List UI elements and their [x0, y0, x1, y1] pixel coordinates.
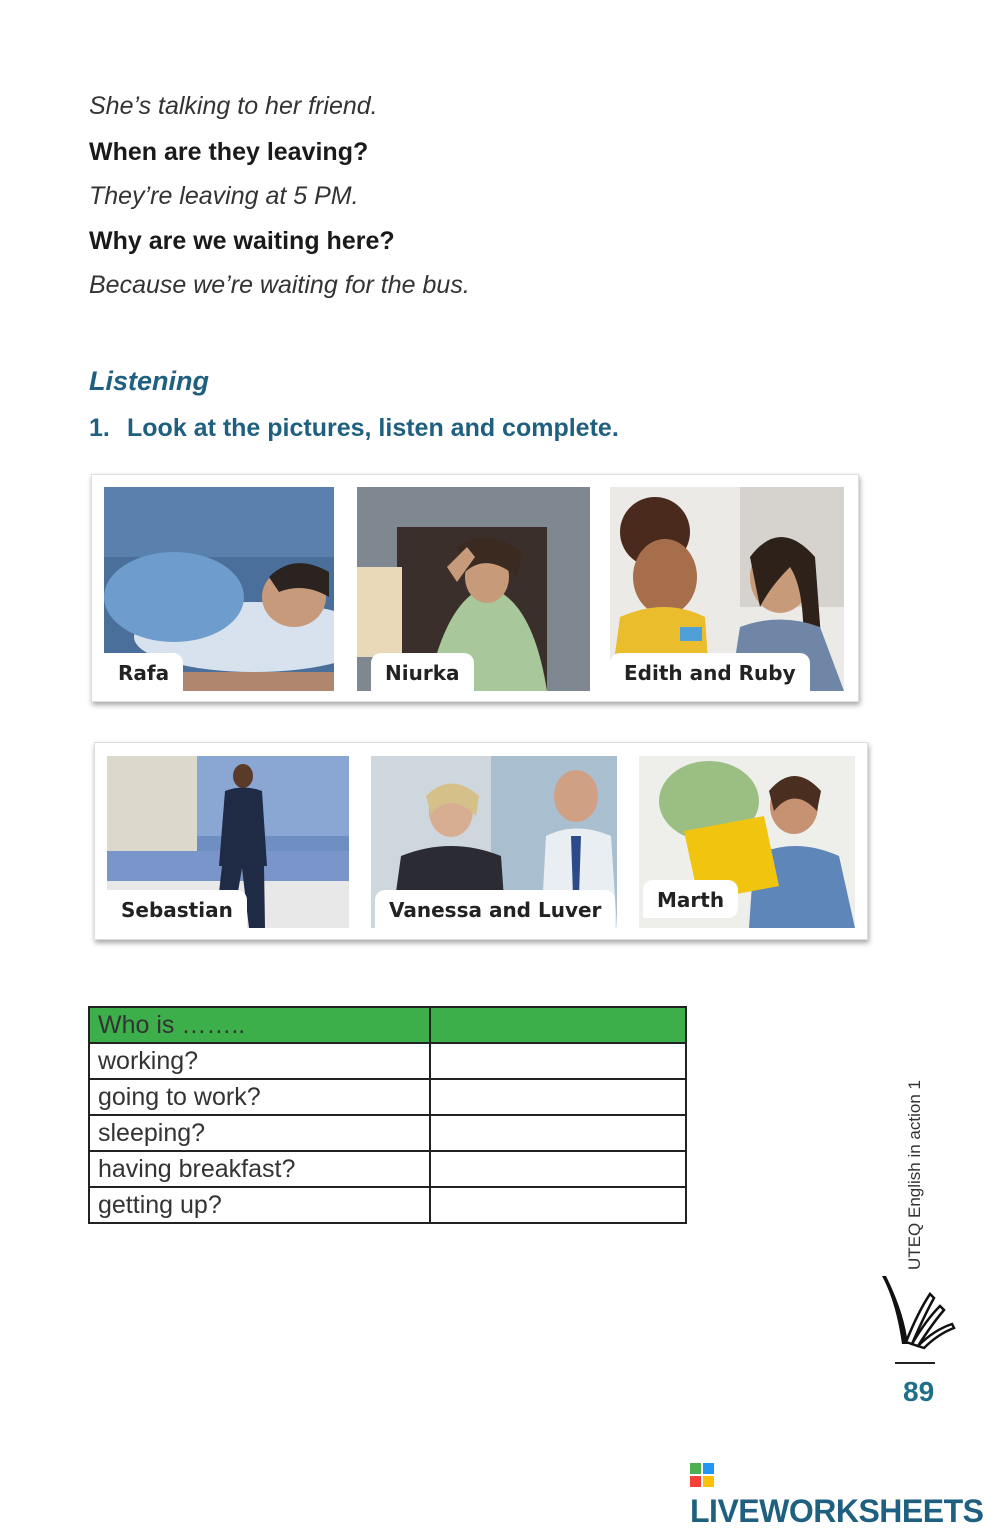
task-instruction [89, 414, 619, 443]
table-row [89, 1115, 686, 1151]
table-answer-cell[interactable] [430, 1079, 686, 1115]
liveworksheets-logo [690, 1456, 999, 1530]
table-question-cell: working? [89, 1043, 430, 1079]
who-is-table [88, 1006, 687, 1224]
photo-label-rafa: Rafa [104, 653, 183, 691]
answer-line-3: Because we’re waiting for the bus. [89, 271, 470, 299]
page-number-rule [895, 1362, 935, 1364]
table-question-cell: sleeping? [89, 1115, 430, 1151]
picture-strip-2 [94, 742, 868, 940]
photo-edith-ruby [610, 487, 844, 691]
task-number: 1. [89, 414, 110, 442]
table-row [89, 1043, 686, 1079]
table-row [89, 1187, 686, 1223]
table-answer-cell[interactable] [430, 1187, 686, 1223]
photo-label-marth: Marth [643, 880, 738, 918]
table-question-cell: getting up? [89, 1187, 430, 1223]
photo-label-edith-ruby: Edith and Ruby [610, 653, 810, 691]
task-text: Look at the pictures, listen and complete. [127, 414, 619, 442]
table-question-cell: having breakfast? [89, 1151, 430, 1187]
table-header-row [89, 1007, 686, 1043]
table-answer-cell[interactable] [430, 1043, 686, 1079]
section-heading: Listening [89, 366, 209, 396]
table-header-answer-cell [430, 1007, 686, 1043]
side-title-text: UTEQ English in action 1 [905, 1080, 924, 1270]
side-book-title [902, 1075, 928, 1275]
liveworksheets-brand-text: LIVEWORKSHEETS [690, 1493, 984, 1529]
table-answer-cell[interactable] [430, 1115, 686, 1151]
table-header-cell: Who is …….. [89, 1007, 430, 1043]
table-row [89, 1079, 686, 1115]
liveworksheets-grid-icon [690, 1463, 714, 1487]
table-answer-cell[interactable] [430, 1151, 686, 1187]
picture-strip-1 [91, 474, 859, 702]
photo-sebastian [107, 756, 349, 928]
open-book-icon [878, 1272, 958, 1352]
table-question-cell: going to work? [89, 1079, 430, 1115]
photo-label-sebastian: Sebastian [107, 890, 247, 928]
page-number: 89 [903, 1376, 935, 1407]
question-line-2: Why are we waiting here? [89, 227, 395, 255]
photo-label-vanessa-luver: Vanessa and Luver [375, 890, 615, 928]
answer-line-1: She’s talking to her friend. [89, 92, 378, 120]
photo-niurka [357, 487, 590, 691]
table-row [89, 1151, 686, 1187]
photo-marth [639, 756, 855, 928]
question-line-1: When are they leaving? [89, 138, 369, 166]
answer-line-2: They’re leaving at 5 PM. [89, 182, 359, 210]
photo-rafa [104, 487, 334, 691]
photo-label-niurka: Niurka [371, 653, 474, 691]
photo-vanessa-luver [371, 756, 617, 928]
